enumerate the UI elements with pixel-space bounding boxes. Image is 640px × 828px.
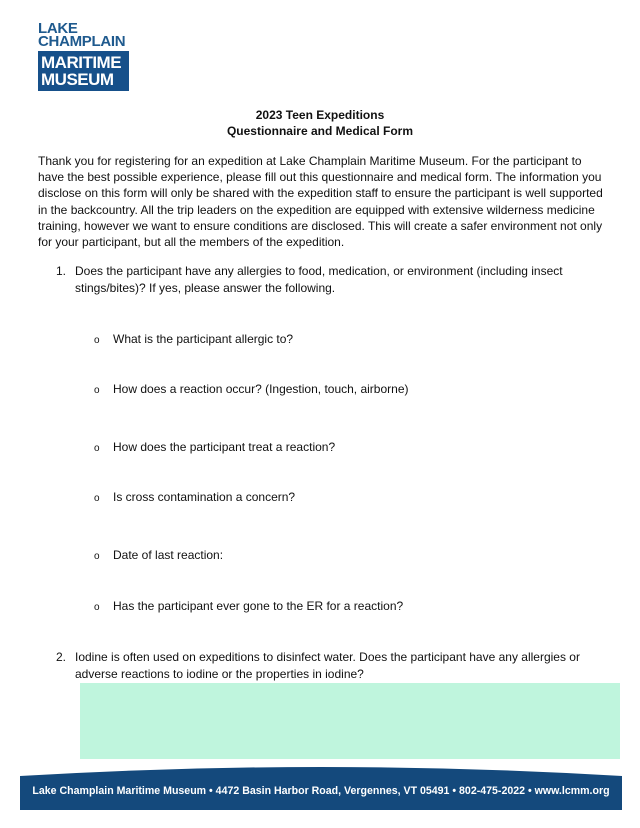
question-number: 2. [56, 650, 67, 664]
logo-box [38, 51, 129, 91]
footer-address: Lake Champlain Maritime Museum • 4472 Basin Harbor Road, Vergennes, VT 05491 • 802-475-2022 • www.lcmm.org [32, 785, 610, 797]
logo-champlain: CHAMPLAIN [38, 33, 126, 50]
sub-question [94, 331, 293, 349]
bullet-icon: o [94, 385, 100, 396]
sub-question [94, 439, 335, 457]
logo-museum: MUSEUM [41, 70, 114, 89]
logo-maritime: MARITIME [41, 53, 122, 72]
question-number: 1. [56, 264, 67, 278]
museum-logo [38, 22, 130, 91]
form-title: 2023 Teen Expeditions [255, 108, 385, 122]
sub-question [94, 489, 295, 507]
intro-paragraph: Thank you for registering for an expedition at Lake Champlain Maritime Museum. For the participant to have the best possible experience, please fill out this questionnaire and medical form. The information you disclose on this form will only be shared with the expedition staff to ensure the participant is well supported in the backcountry. All the trip leaders on the expedition are equipped with extensive wilderness medicine training, however we want to ensure conditions are disclosed. This will create a safer environment not only for your participant, but all the members of the expedition. [38, 154, 603, 250]
sub-question-text: Has the participant ever gone to the ER for a reaction? [113, 599, 404, 613]
bullet-icon: o [94, 335, 100, 346]
bullet-icon: o [94, 551, 100, 562]
question-text: Iodine is often used on expeditions to disinfect water. Does the participant have any allergies or adverse reactions to iodine or the properties in iodine? [75, 650, 580, 681]
sub-question [94, 381, 409, 399]
footer-banner [20, 762, 622, 810]
form-subtitle: Questionnaire and Medical Form [226, 124, 414, 138]
sub-question-text: How does the participant treat a reaction? [113, 440, 336, 454]
bullet-icon: o [94, 493, 100, 504]
sub-question-text: Is cross contamination a concern? [113, 490, 296, 504]
bullet-icon: o [94, 602, 100, 613]
iodine-answer-field[interactable] [80, 683, 620, 759]
sub-question-text: Date of last reaction: [113, 548, 224, 562]
sub-question [94, 598, 403, 616]
footer-wave-top [20, 762, 622, 776]
question-1 [56, 263, 604, 297]
logo-lake: LAKE [38, 20, 78, 37]
question-2 [56, 649, 604, 683]
question-text: Does the participant have any allergies to food, medication, or environment (including insect stings/bites)? If yes, please answer the following. [75, 264, 563, 295]
sub-question-text: What is the participant allergic to? [113, 332, 294, 346]
bullet-icon: o [94, 443, 100, 454]
sub-question [94, 547, 223, 565]
sub-question-text: How does a reaction occur? (Ingestion, touch, airborne) [113, 382, 409, 396]
